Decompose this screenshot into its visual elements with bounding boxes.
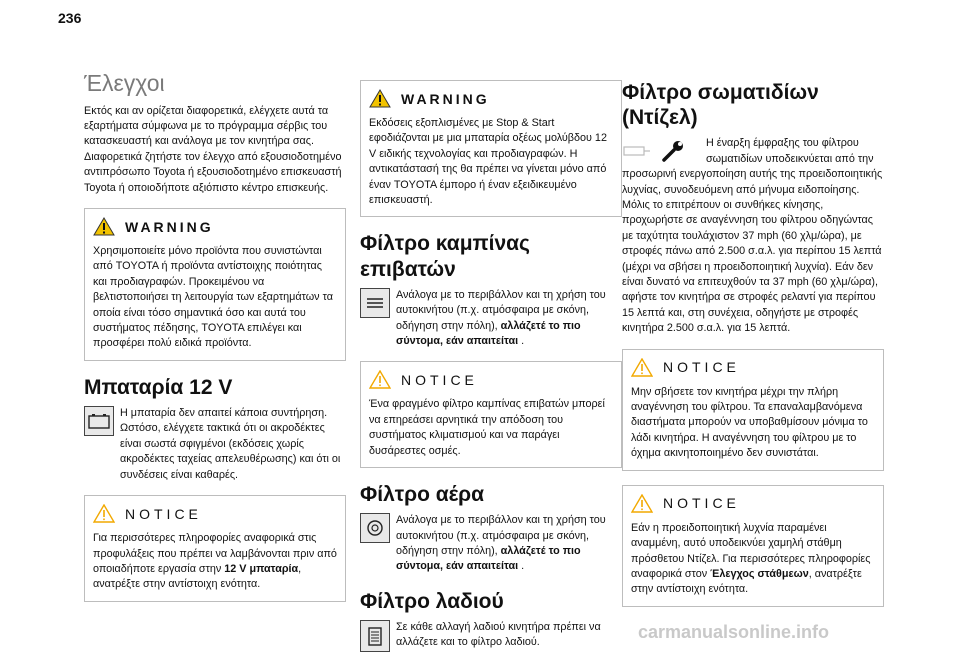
notice-text-part: Για περισσότερες πληροφορίες αναφορικά στις προφυλάξεις που πρέπει να λαμβάνονται πριν από οποιαδήποτε εργασία στην xyxy=(93,532,337,575)
notice-label: NOTICE xyxy=(125,505,202,522)
section-title-air-filter: Φίλτρο αέρα xyxy=(360,483,485,507)
notice-triangle-icon xyxy=(631,358,653,377)
notice-triangle-icon xyxy=(93,504,115,523)
cabin-text-part: Ανάλογα με το περιβάλλον και τη χρήση του αυτοκινήτου (π.χ. ατμόσφαιρα με σκόνη, οδήγηση στην πόλη), xyxy=(396,288,606,332)
air-filter-icon xyxy=(360,513,390,543)
notice-box-regeneration xyxy=(622,349,884,471)
air-filter-text xyxy=(396,513,622,575)
notice-text-part: , ανατρέξτε στην αντίστοιχη ενότητα. xyxy=(93,562,302,591)
column-right xyxy=(622,80,884,621)
warning-box xyxy=(84,208,346,361)
warning-triangle-icon xyxy=(369,89,391,108)
notice-label: NOTICE xyxy=(401,371,478,388)
column-middle xyxy=(360,80,622,652)
section-title-checks: Έλεγχοι xyxy=(84,70,165,96)
notice-triangle-icon xyxy=(631,494,653,513)
notice-box-additive xyxy=(622,485,884,607)
warning-label: WARNING xyxy=(401,90,490,107)
notice-text-battery xyxy=(93,531,337,593)
notice-text-emphasis: 12 V μπαταρία xyxy=(224,562,299,575)
particle-filter-text: Η έναρξη έμφραξης του φίλτρου σωματιδίων υποδεικνύεται από την προσωρινή ενεργοποίηση αυτής της προειδοποιητικής λυχνίας, συνοδευόμενη από μήνυμα ειδοποίησης. Μόλις το επιτρέπουν οι συνθήκες κίνησης, προχωρήστε σε αναγέννηση του φίλτρου οδηγώντας με ταχύτητα τουλάχιστον 37 mph (60 χλμ/ώρα), με στροφές πάνω από 2.500 σ.α.λ. για περίπου 15 λεπτά (μέχρι να σβήσει η προειδοποιητική λυχνία). Εάν δεν είναι δυνατό να επιτευχθούν τα 37 mph (60 χλμ/ώρα), αφήστε τον κινητήρα σε στροφές ρελαντί για περίπου 15 λεπτά και, στη συνέχεια, οδηγήστε με στροφές κινητήρα 2.500 σ.α.λ. για 15 λεπτά. xyxy=(622,137,883,335)
battery-icon xyxy=(84,406,114,436)
air-text-part: Ανάλογα με το περιβάλλον και τη χρήση του αυτοκινήτου (π.χ. ατμόσφαιρα με σκόνη, οδήγηση στην πόλη), xyxy=(396,514,606,558)
air-text-emphasis: αλλάζετέ το πιο σύντομα, εάν απαιτείται xyxy=(396,545,581,573)
section-title-oil-filter: Φίλτρο λαδιού xyxy=(360,589,504,613)
section-title-battery: Μπαταρία 12 V xyxy=(84,375,233,399)
notice-text-cabin: Ένα φραγμένο φίλτρο καμπίνας επιβατών μπορεί να επηρεάσει αρνητικά την απόδοση του συστήματος κλιματισμού και να παράγει δυσάρεστες οσμές. xyxy=(369,398,605,457)
notice-box-cabin xyxy=(360,361,622,468)
oil-filter-text: Σε κάθε αλλαγή λαδιού κινητήρα πρέπει να αλλάζετε και το φίλτρο λαδιού. xyxy=(396,621,601,649)
column-left xyxy=(84,70,346,616)
warning-label: WARNING xyxy=(125,218,214,235)
notice-label: NOTICE xyxy=(663,495,740,512)
section-title-cabin-filter: Φίλτρο καμπίνας επιβατών xyxy=(360,232,530,281)
section-title-particle-filter: Φίλτρο σωματιδίων (Ντίζελ) xyxy=(622,81,819,130)
page-number: 236 xyxy=(58,10,82,26)
warning-text-stop-start: Εκδόσεις εξοπλισμένες με Stop & Start εφοδιάζονται με μια μπαταρία οξέως μολύβδου 12 V ειδικής τεχνολογίας και προδιαγραφών. Η αντικατάστασή της θα πρέπει να γίνεται μόνο από έναν TOYOTA έμπορο ή έναν εξειδικευμένο επισκευαστή. xyxy=(369,117,607,207)
notice-text-part: Εάν η προειδοποιητική λυχνία παραμένει αναμμένη, αυτό υποδεικνύει χαμηλή στάθμη πρόσθετου Ντίζελ. Για περισσότερες πληροφορίες αναφορικά στον xyxy=(631,521,871,580)
wrench-icon xyxy=(660,138,686,164)
notice-box-battery xyxy=(84,495,346,602)
air-text-part: . xyxy=(521,560,525,573)
notice-text-additive xyxy=(631,521,875,598)
warning-box-stop-start xyxy=(360,80,622,217)
cabin-text-part: . xyxy=(521,335,525,348)
warning-text: Χρησιμοποιείτε μόνο προϊόντα που συνιστώνται από TOYOTA ή προϊόντα αντίστοιχης ποιότητας και προδιαγραφών. Προκειμένου να βελτιστοποιήσει τη λειτουργία των εξαρτημάτων τα οποία είναι τόσο σημαντικά όσο και αυτά του συστήματος πέδησης, TOYOTA επιλέγει και προσφέρει πολύ ειδικά προϊόντα. xyxy=(93,245,333,350)
notice-text-regeneration: Μην σβήσετε τον κινητήρα μέχρι την πλήρη αναγέννηση του φίλτρου. Τα επαναλαμβανόμενα διαστήματα μπορούν να υποβαθμίσουν μόνιμα το λάδι κινητήρα. Η αναγέννηση του φίλτρου με το όχημα ακινητοποιημένο δεν συνιστάται. xyxy=(631,385,868,460)
notice-label: NOTICE xyxy=(663,359,740,376)
battery-text: Η μπαταρία δεν απαιτεί κάποια συντήρηση. Ωστόσο, ελέγχετε τακτικά ότι οι ακροδέκτες είναι σωστά σφιγμένοι (εκδόσεις χωρίς ακροδέκτες ταχείας απελευθέρωσης) και ότι οι συνδέσεις είναι καθαρές. xyxy=(120,407,341,481)
cabin-filter-icon xyxy=(360,288,390,318)
cabin-text-emphasis: αλλάζετέ το πιο σύντομα, εάν απαιτείται xyxy=(396,319,581,348)
oil-filter-icon xyxy=(360,620,390,652)
notice-text-emphasis: Έλεγχος στάθμεων xyxy=(710,567,809,580)
watermark: carmanualsonline.info xyxy=(638,622,830,642)
particle-filter-warning-icon xyxy=(622,142,652,160)
notice-text-part: , ανατρέξτε στην αντίστοιχη ενότητα. xyxy=(631,567,862,596)
cabin-filter-text xyxy=(396,288,622,350)
notice-triangle-icon xyxy=(369,370,391,389)
warning-triangle-icon xyxy=(93,217,115,236)
checks-intro: Εκτός και αν ορίζεται διαφορετικά, ελέγχετε αυτά τα εξαρτήματα σύμφωνα με το πρόγραμμα σέρβις του κατασκευαστή και ανάλογα με τον κινητήρα σας. Διαφορετικά ζητήστε τον έλεγχο από εξουσιοδοτημένο αντιπρόσωπο Toyota ή εξουσιοδοτημένο επισκευαστή Toyota ή οποιοδήποτε αξιόπιστο κέντρο επισκευής. xyxy=(84,104,342,194)
